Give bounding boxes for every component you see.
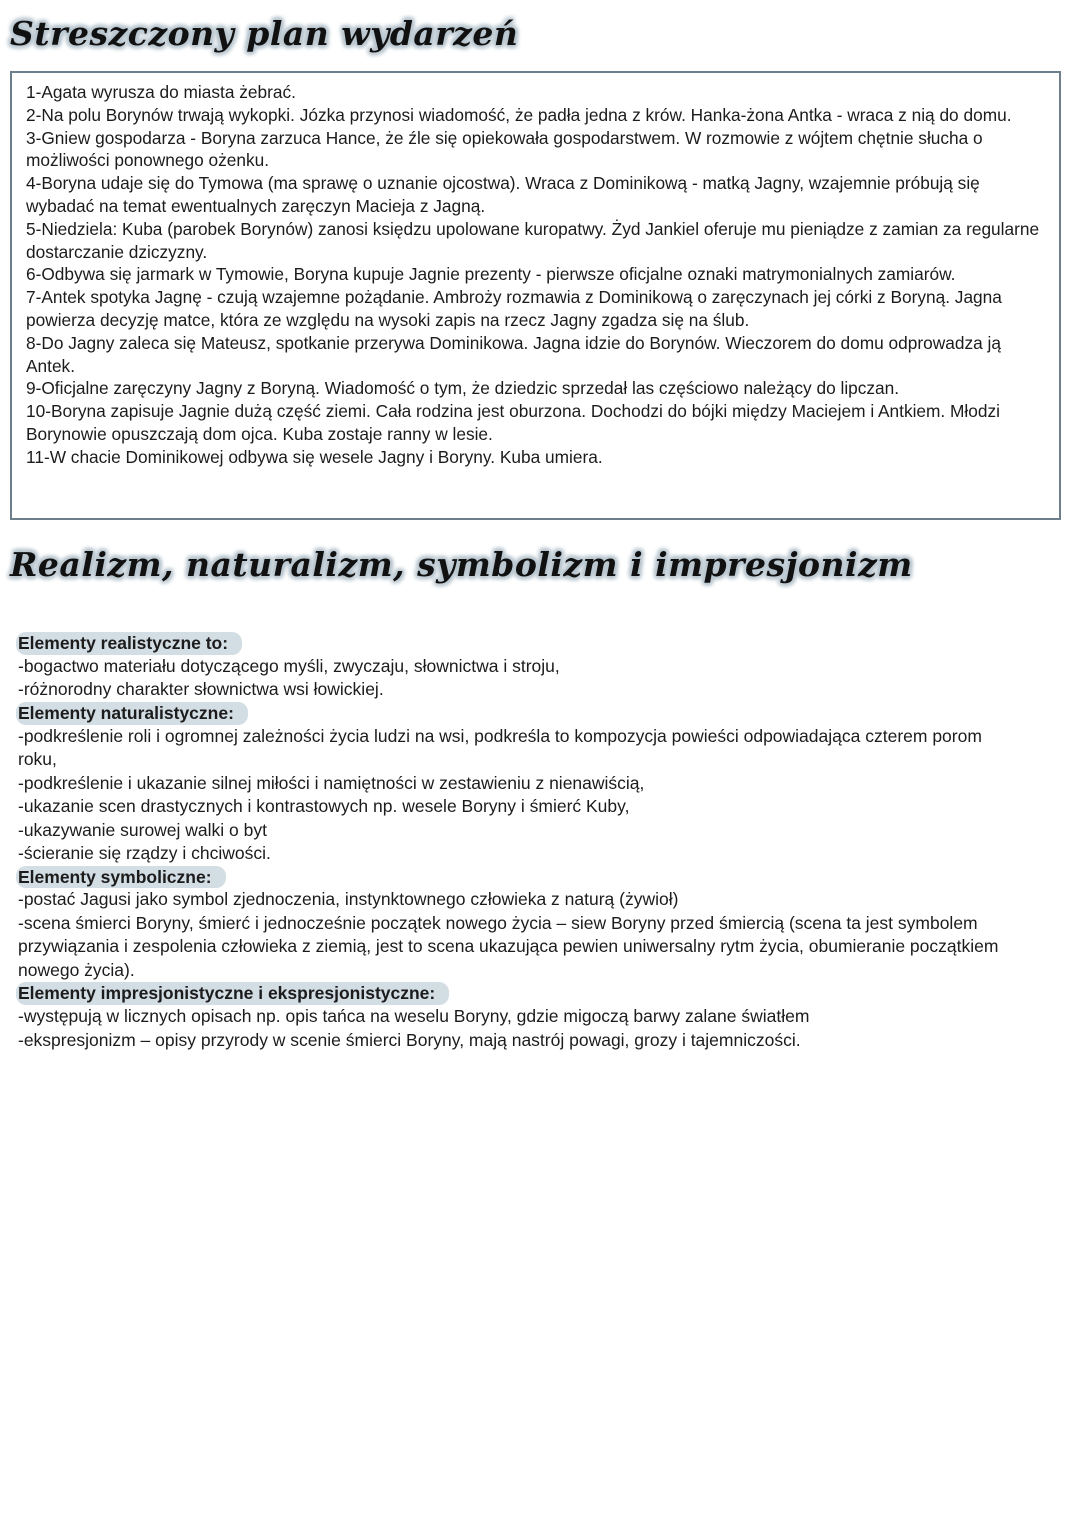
event-item: 10-Boryna zapisuje Jagnie dużą część ziemi. Cała rodzina jest oburzona. Dochodzi do bójki między Maciejem i Antkiem. Młodzi Borynowie opuszczają dom ojca. Kuba zostaje ranny w lesie. [26,401,1000,444]
list-item: -występują w licznych opisach np. opis tańca na weselu Boryny, gdzie migoczą barwy zalane światłem [18,1006,810,1027]
group-items-realistic [18,655,1018,702]
group-symbolic [18,866,1018,983]
group-label-symbolic: Elementy symboliczne: [16,866,226,889]
group-label-realistic: Elementy realistyczne to: [16,632,242,655]
event-item: 3-Gniew gospodarza - Boryna zarzuca Hance, że źle się opiekowała gospodarstwem. W rozmowie z wójtem chętnie słucha o możliwości ponownego ożenku. [26,127,983,171]
event-item: 4-Boryna udaje się do Tymowa (ma sprawę o uznanie ojcostwa). Wraca z Dominikową - matką Jagny, wzajemnie próbują się wybadać na temat ewentualnych zaręczyn Macieja z Jagną. [26,173,980,216]
literary-elements-section [18,632,1018,1052]
list-item: -ukazanie scen drastycznych i kontrastowych np. wesele Boryny i śmierć Kuby, [18,796,630,817]
group-items-impressionist [18,1005,1018,1052]
event-item: 7-Antek spotyka Jagnę - czują wzajemne pożądanie. Ambroży rozmawia z Dominikową o zaręczynach jej córki z Boryną. Jagna powierza decyzję matce, która ze względu na wysoki zapis na rzecz Jagny zgadza się na ślub. [26,287,1002,330]
list-item: -scena śmierci Boryny, śmierć i jednocześnie początek nowego życia – siew Boryny przed śmiercią (scena ta jest symbolem przywiązania i zespolenia człowieka z ziemią, jest to scena ukazująca pewien uniwersalny rytm życia, obumieranie początkiem nowego życia). [18,912,999,980]
section-title-plan: Streszczony plan wydarzeń [10,14,519,53]
events-plan-box [10,71,1061,520]
event-item: 1-Agata wyrusza do miasta żebrać. [26,82,296,102]
list-item: -ukazywanie surowej walki o byt [18,819,267,840]
list-item: -postać Jagusi jako symbol zjednoczenia, instynktownego człowieka z naturą (żywioł) [18,889,679,910]
list-item: -ścieranie się rządzy i chciwości. [18,843,271,864]
event-item: 5-Niedziela: Kuba (parobek Borynów) zanosi księdzu upolowane kuropatwy. Żyd Jankiel oferuje mu pieniądze z zamian za regularne dostarczanie dziczyzny. [26,218,1040,262]
group-label-naturalistic: Elementy naturalistyczne: [16,702,248,725]
list-item: -podkreślenie i ukazanie silnej miłości i namiętności w zestawieniu z nienawiścią, [18,772,645,793]
event-item: 8-Do Jagny zaleca się Mateusz, spotkanie przerywa Dominikowa. Jagna idzie do Borynów. Wieczorem do domu odprowadza ją Antek. [26,332,1001,376]
group-label-impressionist: Elementy impresjonistyczne i ekspresjonistyczne: [16,982,449,1005]
event-item: 9-Oficjalne zaręczyny Jagny z Boryną. Wiadomość o tym, że dziedzic sprzedał las częściowo należący do lipczan. [26,378,900,399]
events-list [26,81,1045,469]
list-item: -różnorodny charakter słownictwa wsi łowickiej. [18,679,384,700]
section-title-styles: Realizm, naturalizm, symbolizm i impresjonizm [10,545,913,584]
event-item: 2-Na polu Borynów trwają wykopki. Józka przynosi wiadomość, że padła jedna z krów. Hanka-żona Antka - wraca z nią do domu. [26,104,1012,125]
list-item: -podkreślenie roli i ogromnej zależności życia ludzi na wsi, podkreśla to kompozycja powieści odpowiadająca czterem porom roku, [18,725,982,770]
group-impressionist [18,982,1018,1052]
group-naturalistic [18,702,1018,866]
list-item: -bogactwo materiału dotyczącego myśli, zwyczaju, słownictwa i stroju, [18,655,560,676]
group-realistic [18,632,1018,702]
event-item: 6-Odbywa się jarmark w Tymowie, Boryna kupuje Jagnie prezenty - pierwsze oficjalne oznaki matrymonialnych zamiarów. [26,264,956,285]
event-item: 11-W chacie Dominikowej odbywa się wesele Jagny i Boryny. Kuba umiera. [26,446,603,467]
group-items-symbolic [18,888,1018,982]
list-item: -ekspresjonizm – opisy przyrody w scenie śmierci Boryny, mają nastrój powagi, grozy i tajemniczości. [18,1029,801,1050]
group-items-naturalistic [18,725,1018,866]
